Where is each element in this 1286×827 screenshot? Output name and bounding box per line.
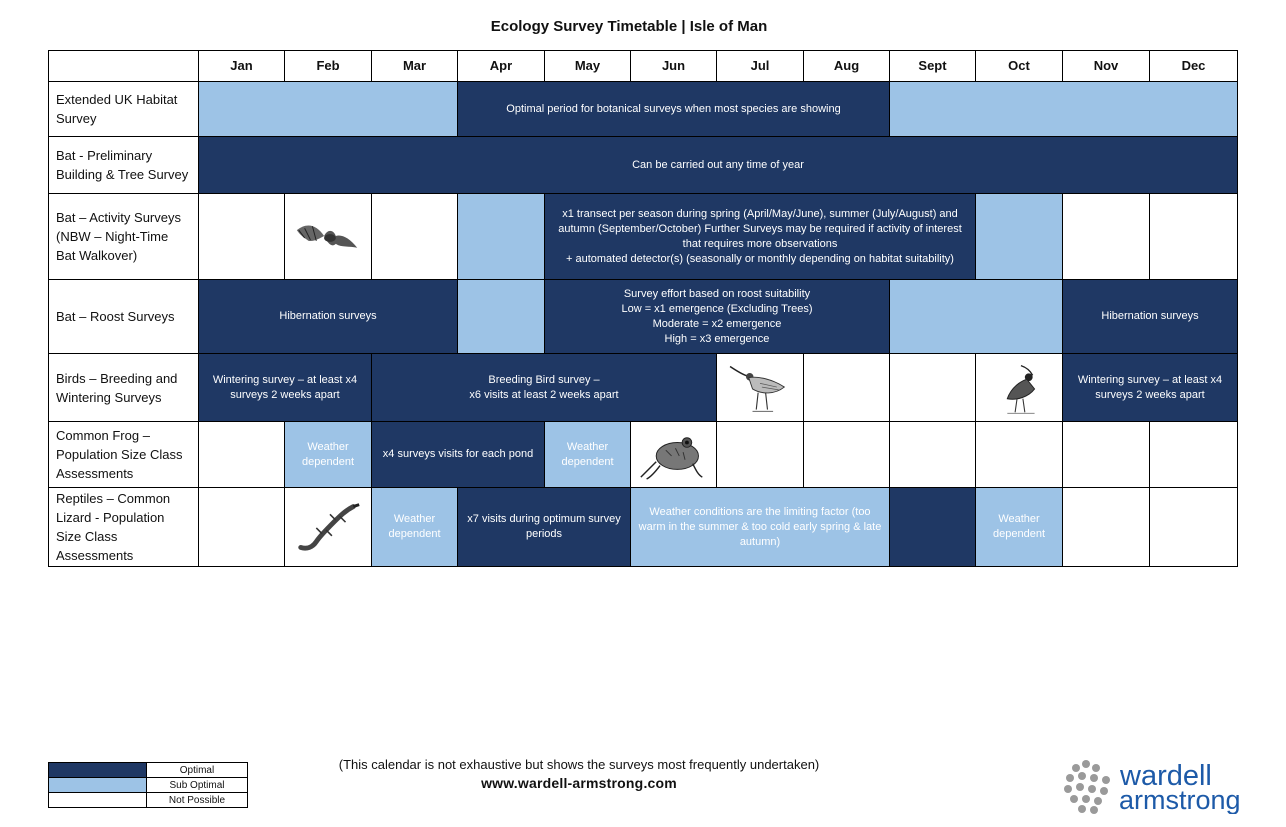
legend-label-not-possible: Not Possible <box>147 793 248 808</box>
cell-text: Breeding Bird survey – x6 visits at least 2 weeks apart <box>469 373 619 401</box>
timetable-cell-not-possible <box>890 354 976 422</box>
cell-text: Optimal period for botanical surveys when most species are showing <box>506 102 841 115</box>
page-title: Ecology Survey Timetable | Isle of Man <box>490 18 768 35</box>
timetable-cell-not-possible <box>199 194 285 280</box>
timetable-cell-sub-optimal <box>631 488 890 567</box>
row-label: Extended UK Habitat Survey <box>48 82 199 137</box>
row-label: Reptiles – Common Lizard - Population Size Class Assessments <box>48 488 199 567</box>
timetable-cell-not-possible <box>631 422 717 488</box>
timetable-cell-not-possible <box>717 354 804 422</box>
header-corner <box>48 50 199 82</box>
timetable-cell-not-possible <box>372 194 458 280</box>
timetable-cell-not-possible <box>1150 194 1238 280</box>
timetable-cell-optimal <box>545 280 890 354</box>
row-label: Bat – Roost Surveys <box>48 280 199 354</box>
cell-text: x4 surveys visits for each pond <box>382 448 534 460</box>
cell-text: Weather dependent <box>993 513 1045 540</box>
cell-text: Wintering survey – at least x4 surveys 2 weeks apart <box>1077 373 1223 401</box>
row-label: Bat - Preliminary Building & Tree Survey <box>48 137 199 194</box>
website-link[interactable]: www.wardell-armstrong.com <box>481 775 677 791</box>
timetable-cell-sub-optimal <box>199 82 458 137</box>
timetable-cell-not-possible <box>804 422 890 488</box>
timetable-cell-not-possible <box>1063 194 1150 280</box>
cell-text: x7 visits during optimum survey periods <box>467 513 621 540</box>
timetable-cell-optimal <box>372 422 545 488</box>
timetable-cell-not-possible <box>1150 488 1238 567</box>
cell-text: Survey effort based on roost suitability Low = x1 emergence (Excluding Trees) Moderate = x2 emergence High = x3 emergence <box>621 287 813 345</box>
timetable-cell-not-possible <box>890 422 976 488</box>
timetable-cell-sub-optimal <box>372 488 458 567</box>
wardell-armstrong-logo <box>1062 758 1242 814</box>
timetable-cell-not-possible <box>976 422 1063 488</box>
row-label: Birds – Breeding and Wintering Surveys <box>48 354 199 422</box>
frog-illustration <box>637 426 710 484</box>
timetable-cell-sub-optimal <box>976 194 1063 280</box>
month-header-aug: Aug <box>804 50 890 82</box>
month-header-dec: Dec <box>1150 50 1238 82</box>
timetable-cell-not-possible <box>285 488 372 567</box>
timetable-cell-optimal <box>890 488 976 567</box>
lapwing-illustration <box>982 359 1056 417</box>
row-label: Common Frog – Population Size Class Assessments <box>48 422 199 488</box>
timetable-cell-optimal <box>1063 280 1238 354</box>
timetable-cell-not-possible <box>1150 422 1238 488</box>
timetable-cell-optimal <box>372 354 717 422</box>
timetable-cell-optimal <box>458 488 631 567</box>
legend-label-optimal: Optimal <box>147 763 248 778</box>
timetable-cell-sub-optimal <box>890 280 1063 354</box>
timetable-cell-optimal <box>199 280 458 354</box>
timetable-cell-optimal <box>545 194 976 280</box>
timetable-cell-optimal <box>199 354 372 422</box>
timetable-cell-optimal <box>1063 354 1238 422</box>
month-header-mar: Mar <box>372 50 458 82</box>
cell-text: Wintering survey – at least x4 surveys 2 weeks apart <box>212 373 358 401</box>
cell-text: Hibernation surveys <box>1101 310 1199 322</box>
month-header-may: May <box>545 50 631 82</box>
month-header-jun: Jun <box>631 50 717 82</box>
legend-row-not-possible <box>49 793 248 808</box>
bat-illustration <box>291 208 365 266</box>
cell-text: Can be carried out any time of year <box>632 158 804 171</box>
logo-text-armstrong: armstrong <box>1119 785 1241 814</box>
legend-label-sub-optimal: Sub Optimal <box>147 778 248 793</box>
survey-timetable-grid <box>48 50 1238 567</box>
month-header-sept: Sept <box>890 50 976 82</box>
timetable-cell-sub-optimal <box>890 82 1238 137</box>
timetable-cell-sub-optimal <box>976 488 1063 567</box>
month-header-jan: Jan <box>199 50 285 82</box>
month-header-apr: Apr <box>458 50 545 82</box>
timetable-cell-optimal <box>199 137 1238 194</box>
month-header-nov: Nov <box>1063 50 1150 82</box>
dot-cluster-logo-icon <box>1064 760 1110 814</box>
timetable-cell-optimal <box>458 82 890 137</box>
timetable-cell-not-possible <box>717 422 804 488</box>
timetable-cell-sub-optimal <box>458 194 545 280</box>
timetable-cell-not-possible <box>1063 488 1150 567</box>
timetable-cell-sub-optimal <box>458 280 545 354</box>
cell-text: Weather dependent <box>302 440 354 468</box>
timetable-cell-not-possible <box>1063 422 1150 488</box>
cell-text: x1 transect per season during spring (April/May/June), summer (July/August) and autumn (September/October) Further Surveys may be required if activity of interest that requires more observations + automated detector(s) (seasonally or monthly depending on habitat suitability) <box>558 207 962 265</box>
timetable-cell-not-possible <box>199 422 285 488</box>
legend-swatch-not-possible <box>49 793 147 808</box>
cell-text: Weather dependent <box>561 440 614 468</box>
month-header-feb: Feb <box>285 50 372 82</box>
cell-text: Hibernation surveys <box>279 310 377 322</box>
timetable-cell-sub-optimal <box>545 422 631 488</box>
logo-text-wardell: wardell <box>1120 760 1212 792</box>
lizard-illustration <box>291 498 365 556</box>
timetable-cell-not-possible <box>976 354 1063 422</box>
timetable-cell-not-possible <box>199 488 285 567</box>
cell-text: Weather dependent <box>388 513 441 540</box>
timetable-cell-sub-optimal <box>285 422 372 488</box>
cell-text: Weather conditions are the limiting factor (too warm in the summer & too cold early spring & late autumn) <box>638 505 882 548</box>
timetable-cell-not-possible <box>804 354 890 422</box>
month-header-jul: Jul <box>717 50 804 82</box>
month-header-oct: Oct <box>976 50 1063 82</box>
curlew-illustration <box>723 359 797 417</box>
row-label: Bat – Activity Surveys (NBW – Night-Time Bat Walkover) <box>48 194 199 280</box>
timetable-cell-not-possible <box>285 194 372 280</box>
footnote: (This calendar is not exhaustive but shows the surveys most frequently undertaken) <box>338 757 820 772</box>
